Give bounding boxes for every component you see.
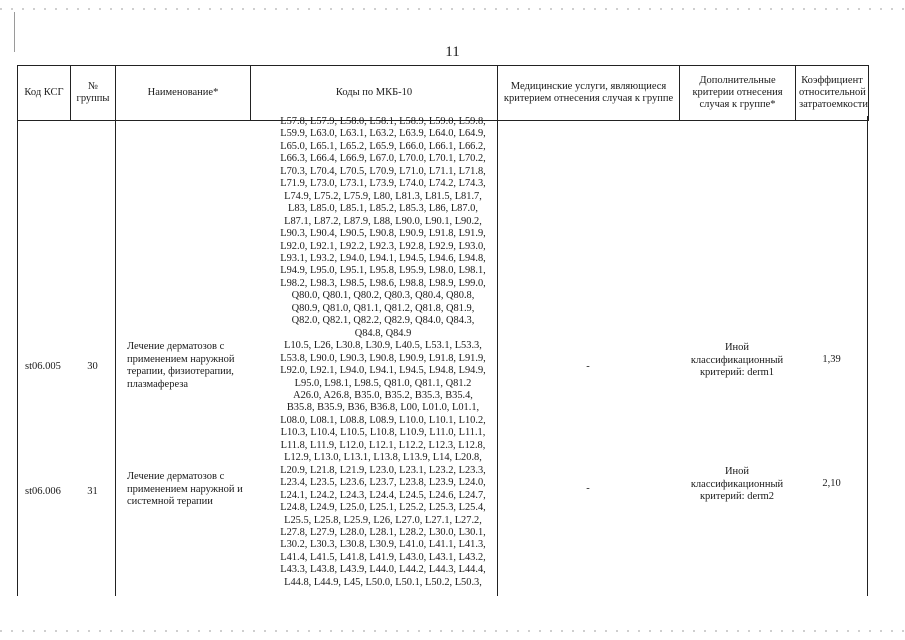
mkb-code-line: L92.0, L92.1, L92.2, L92.3, L92.8, L92.9, L93.0, [280,240,486,252]
mkb-code-line: L94.9, L95.0, L95.1, L95.8, L95.9, L98.0, L98.1, [280,265,486,277]
mkb-code-line: L90.3, L90.4, L90.5, L90.8, L90.9, L91.8, L91.9, [280,228,486,240]
mkb-code-line: Q82.0, Q82.1, Q82.2, Q82.9, Q84.0, Q84.3, [291,315,475,327]
mkb-code-line: Q80.9, Q81.0, Q81.1, Q81.2, Q81.8, Q81.9, [291,302,475,314]
header-group-no: № группы [71,66,116,121]
mkb-codes-list [267,116,499,589]
table-border-left [17,116,18,596]
page-number: 11 [445,44,460,60]
group-name: Лечение дерматозов с применением наружной и системной терапии [127,471,243,507]
ksg-code: st06.006 [25,486,61,497]
mkb-code-line: L10.3, L10.4, L10.5, L10.8, L10.9, L11.0, L11.1, [280,427,486,439]
mkb-code-line: L65.0, L65.1, L65.2, L65.9, L66.0, L66.1, L66.2, [280,140,486,152]
table-body [17,116,868,596]
mkb-code-line: A26.0, A26.8, B35.0, B35.2, B35.3, B35.4, [293,389,473,401]
ksg-code: st06.005 [25,361,61,372]
header-medical-services: Медицинские услуги, являющиеся критерием отнесения случая к группе [498,66,680,121]
group-no: 31 [87,486,98,497]
mkb-code-line: L11.8, L11.9, L12.0, L12.1, L12.2, L12.3, L12.8, [280,439,486,451]
mkb-code-line: L25.5, L25.8, L25.9, L26, L27.0, L27.1, L27.2, [284,514,482,526]
mkb-code-line: Q80.0, Q80.1, Q80.2, Q80.3, Q80.4, Q80.8, [291,290,475,302]
mkb-code-line: B35.8, B35.9, B36, B36.8, L00, L01.0, L01.1, [286,402,480,414]
mkb-code-line: L10.5, L26, L30.8, L30.9, L40.5, L53.1, L53.3, [284,340,482,352]
group-name: Лечение дерматозов с применением наружной терапии, физиотерапии, плазмафереза [127,341,235,390]
mkb-code-line: L93.1, L93.2, L94.0, L94.1, L94.5, L94.6, L94.8, [280,252,486,264]
header-name: Наименование* [116,66,251,121]
mkb-code-line: Q84.8, Q84.9 [354,327,412,339]
mkb-code-line: L43.3, L43.8, L43.9, L44.0, L44.2, L44.3, L44.4, [280,564,486,576]
mkb-code-line: L41.4, L41.5, L41.8, L41.9, L43.0, L43.1, L43.2, [280,551,486,563]
coefficient: 2,10 [822,478,841,489]
mkb-code-line: L12.9, L13.0, L13.1, L13.8, L13.9, L14, L20.8, [284,452,482,464]
mkb-code-line: L24.1, L24.2, L24.3, L24.4, L24.5, L24.6, L24.7, [280,489,486,501]
mkb-code-line: L30.2, L30.3, L30.8, L30.9, L41.0, L41.1, L41.3, [280,539,486,551]
header-additional-criteria: Дополнительные критерии отнесения случая к группе* [680,66,796,121]
mkb-code-line: L71.9, L73.0, L73.1, L73.9, L74.0, L74.2, L74.3, [280,178,486,190]
scan-artifact-bottom [0,630,905,632]
mkb-code-line: L08.0, L08.1, L08.8, L08.9, L10.0, L10.1, L10.2, [280,414,486,426]
mkb-code-line: L59.9, L63.0, L63.1, L63.2, L63.9, L64.0, L64.9, [280,128,486,140]
mkb-code-line: L20.9, L21.8, L21.9, L23.0, L23.1, L23.2, L23.3, [280,464,486,476]
mkb-code-line: L23.4, L23.5, L23.6, L23.7, L23.8, L23.9, L24.0, [280,477,486,489]
mkb-code-line: L66.3, L66.4, L66.9, L67.0, L70.0, L70.1, L70.2, [280,153,486,165]
additional-criteria: Иной классификационный критерий: derm2 [690,466,784,502]
mkb-code-line: L27.8, L27.9, L28.0, L28.1, L28.2, L30.0, L30.1, [280,526,486,538]
scan-artifact-top [0,8,905,10]
table-row [25,361,70,374]
mkb-code-line: L95.0, L98.1, L98.5, Q81.0, Q81.1, Q81.2 [294,377,472,389]
header-mkb-codes: Коды по МКБ-10 [251,66,498,121]
medical-services: - [586,361,590,372]
mkb-code-line: L44.8, L44.9, L45, L50.0, L50.1, L50.2, L50.3, [284,576,482,588]
mkb-code-line: L70.3, L70.4, L70.5, L70.9, L71.0, L71.1, L71.8, [280,165,486,177]
coefficient: 1,39 [822,354,841,365]
table-row [25,486,70,499]
table-header [17,65,869,121]
mkb-code-line: L83, L85.0, L85.1, L85.2, L85.3, L86, L87.0, [288,203,478,215]
additional-criteria: Иной классификационный критерий: derm1 [690,342,784,378]
mkb-code-line: L87.1, L87.2, L87.9, L88, L90.0, L90.1, L90.2, [284,215,482,227]
mkb-code-line: L24.8, L24.9, L25.0, L25.1, L25.2, L25.3, L25.4, [280,502,486,514]
header-ksg-code: Код КСГ [18,66,71,121]
mkb-code-line: L74.9, L75.2, L75.9, L80, L81.3, L81.5, L81.7, [284,190,482,202]
mkb-code-line: L53.8, L90.0, L90.3, L90.8, L90.9, L91.8, L91.9, [280,352,486,364]
header-coefficient: Коэффициент относительной затратоемкости [796,66,869,121]
mkb-code-line: L98.2, L98.3, L98.5, L98.6, L98.8, L98.9, L99.0, [280,277,486,289]
medical-services: - [586,483,590,494]
mkb-code-line: L57.8, L57.9, L58.0, L58.1, L58.9, L59.0, L59.8, [280,116,486,127]
column-divider [115,116,116,596]
mkb-code-line: L92.0, L92.1, L94.0, L94.1, L94.5, L94.8, L94.9, [280,365,486,377]
group-no: 30 [87,361,98,372]
